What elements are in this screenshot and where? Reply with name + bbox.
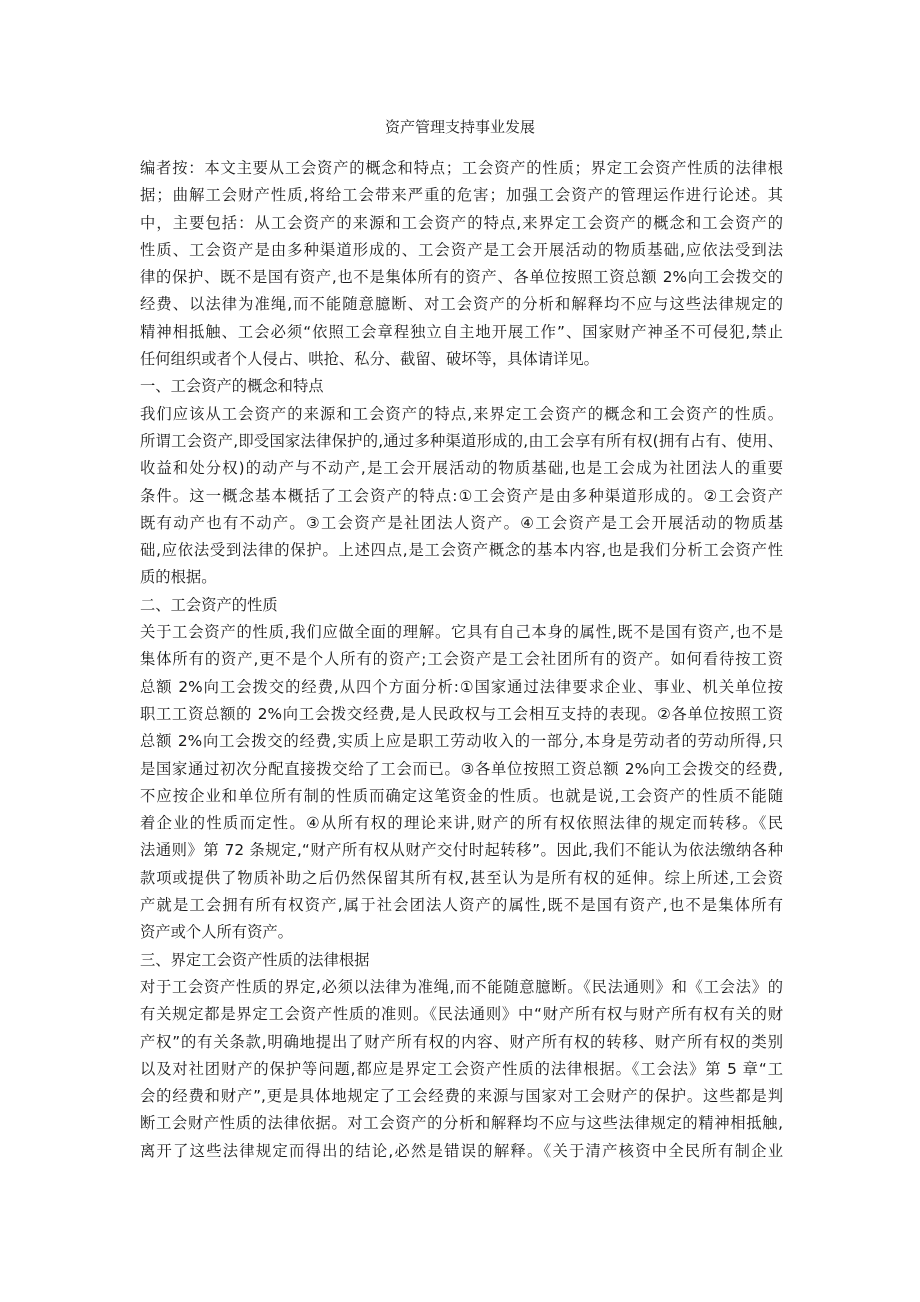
body-text-line: 性质、工会资产是由多种渠道形成的、工会资产是工会开展活动的物质基础,应依法受到法 bbox=[140, 240, 783, 259]
body-text-line: 会的经费和财产”,更是具体地规定了工会经费的来源与国家对工会财产的保护。这些都是判 bbox=[140, 1087, 783, 1106]
body-text-line: 中，主要包括：从工会资产的来源和工会资产的特点,来界定工会资产的概念和工会资产的 bbox=[140, 213, 783, 232]
body-text-line: 律的保护、既不是国有资产,也不是集体所有的资产、各单位按照工资总额 2%向工会拨交的 bbox=[140, 268, 783, 287]
body-text-line: 是国家通过初次分配直接拨交给了工会而已。③各单位按照工资总额 2%向工会拨交的经费, bbox=[140, 759, 783, 778]
body-text-line: 三、界定工会资产性质的法律根据 bbox=[140, 950, 370, 969]
body-text-line: 有关规定都是界定工会资产性质的准则。《民法通则》中“财产所有权与财产所有权有关的财 bbox=[140, 1005, 783, 1024]
body-text-line: 法通则》第 72 条规定,“财产所有权从财产交付时起转移”。因此,我们不能认为依法缴纳各种 bbox=[140, 841, 783, 860]
body-text-line: 精神相抵触、工会必须“依照工会章程独立自主地开展工作”、国家财产神圣不可侵犯,禁止 bbox=[140, 322, 783, 341]
body-text-line: 础,应依法受到法律的保护。上述四点,是工会资产概念的基本内容,也是我们分析工会资产性 bbox=[140, 541, 783, 560]
body-text-line: 离开了这些法律规定而得出的结论,必然是错误的解释。《关于清产核资中全民所有制企业 bbox=[140, 1141, 783, 1160]
document-title: 资产管理支持事业发展 bbox=[384, 118, 535, 136]
body-text-line: 总额 2%向工会拨交的经费,实质上应是职工劳动收入的一部分,本身是劳动者的劳动所得,只 bbox=[140, 732, 783, 751]
body-text-line: 所谓工会资产,即受国家法律保护的,通过多种渠道形成的,由工会享有所有权(拥有占有、使用、 bbox=[140, 431, 783, 450]
body-text-line: 总额 2%向工会拨交的经费,从四个方面分析:①国家通过法律要求企业、事业、机关单位按 bbox=[140, 677, 783, 696]
body-text-line: 经费、以法律为准绳,而不能随意臆断、对工会资产的分析和解释均不应与这些法律规定的 bbox=[140, 295, 783, 314]
body-text-line: 任何组织或者个人侵占、哄抢、私分、截留、破坏等，具体请详见。 bbox=[140, 350, 599, 369]
body-text-line: 不应按企业和单位所有制的性质而确定这笔资金的性质。也就是说,工会资产的性质不能随 bbox=[140, 786, 783, 805]
body-text-line: 职工工资总额的 2%向工会拨交经费,是人民政权与工会相互支持的表现。②各单位按照工资 bbox=[140, 704, 783, 723]
body-text-line: 着企业的性质而定性。④从所有权的理论来讲,财产的所有权依照法律的规定而转移。《民 bbox=[140, 814, 783, 833]
body-text-line: 款项或提供了物质补助之后仍然保留其所有权,甚至认为是所有权的延伸。综上所述,工会资 bbox=[140, 868, 783, 887]
body-text-line: 产权”的有关条款,明确地提出了财产所有权的内容、财产所有权的转移、财产所有权的类别 bbox=[140, 1032, 783, 1051]
body-text-line: 断工会财产性质的法律依据。对工会资产的分析和解释均不应与这些法律规定的精神相抵触, bbox=[140, 1114, 783, 1133]
body-text-line: 条件。这一概念基本概括了工会资产的特点:①工会资产是由多种渠道形成的。②工会资产 bbox=[140, 486, 783, 505]
body-text-line: 二、工会资产的性质 bbox=[140, 595, 278, 614]
body-text-line: 关于工会资产的性质,我们应做全面的理解。它具有自己本身的属性,既不是国有资产,也不是 bbox=[140, 623, 783, 642]
body-text-line: 资产或个人所有资产。 bbox=[140, 923, 293, 942]
body-text-line: 我们应该从工会资产的来源和工会资产的特点,来界定工会资产的概念和工会资产的性质。 bbox=[140, 404, 783, 423]
document-body bbox=[140, 155, 783, 1165]
body-text-line: 既有动产也有不动产。③工会资产是社团法人资产。④工会资产是工会开展活动的物质基 bbox=[140, 513, 783, 532]
body-text-line: 据；曲解工会财产性质,将给工会带来严重的危害；加强工会资产的管理运作进行论述。其 bbox=[140, 186, 783, 205]
body-text-line: 一、工会资产的概念和特点 bbox=[140, 377, 324, 396]
body-text-line: 产就是工会拥有所有权资产,属于社会团法人资产的属性,既不是国有资产,也不是集体所有 bbox=[140, 896, 783, 915]
body-text-line: 收益和处分权)的动产与不动产,是工会开展活动的物质基础,也是工会成为社团法人的重要 bbox=[140, 459, 783, 478]
body-text-line: 对于工会资产性质的界定,必须以法律为准绳,而不能随意臆断。《民法通则》和《工会法》的 bbox=[140, 977, 783, 996]
body-text-line: 集体所有的资产,更不是个人所有的资产;工会资产是工会社团所有的资产。如何看待按工资 bbox=[140, 650, 783, 669]
body-text-line: 质的根据。 bbox=[140, 568, 217, 587]
body-text-line: 以及对社团财产的保护等问题,都应是界定工会资产性质的法律根据。《工会法》第 5 章“工 bbox=[140, 1059, 783, 1078]
body-text-line: 编者按：本文主要从工会资产的概念和特点；工会资产的性质；界定工会资产性质的法律根 bbox=[140, 159, 783, 177]
